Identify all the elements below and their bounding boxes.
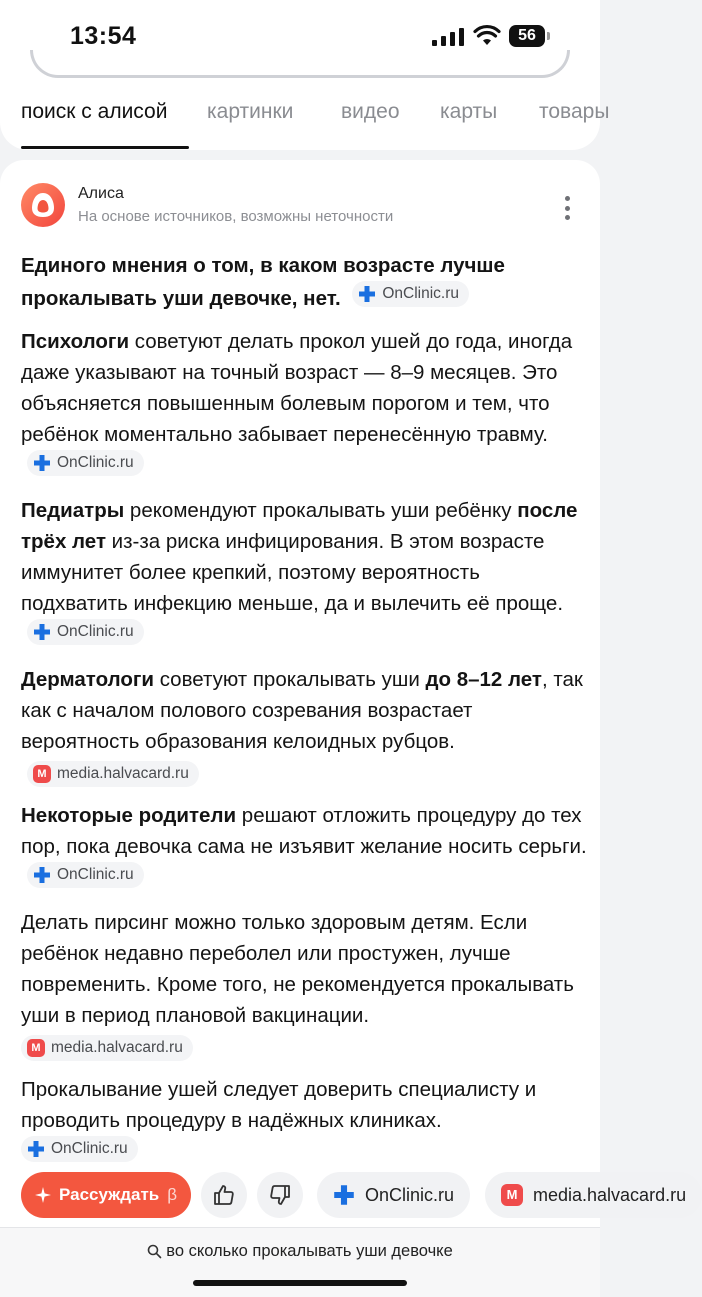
answer-author: Алиса <box>78 185 124 202</box>
red-m-icon: M <box>501 1184 523 1206</box>
paragraph-bold: Некоторые родители <box>21 804 237 827</box>
more-menu-icon[interactable] <box>560 196 574 220</box>
query-field[interactable] <box>0 1242 600 1261</box>
paragraph-bold: до 8–12 лет <box>425 668 542 691</box>
source-label: OnClinic.ru <box>51 1140 128 1157</box>
reason-button[interactable] <box>21 1172 191 1218</box>
query-text: во сколько прокалывать уши девочке <box>166 1242 453 1260</box>
paragraph-text: Прокалывание ушей следует доверить специалисту и проводить процедуру в надёжных клиниках. <box>21 1078 537 1132</box>
answer-paragraph <box>21 326 591 483</box>
red-m-icon: M <box>33 765 51 783</box>
thumbs-down-icon <box>268 1183 292 1207</box>
tab-images[interactable]: картинки <box>207 100 294 123</box>
blue-cross-icon <box>358 285 376 303</box>
alice-avatar <box>21 183 65 227</box>
tab-maps[interactable]: карты <box>440 100 498 123</box>
source-link-halvacard[interactable] <box>21 1035 193 1061</box>
sparkle-icon <box>35 1187 51 1203</box>
paragraph-text: рекомендуют прокалывать уши ребёнку <box>124 499 518 522</box>
paragraph-text: из-за риска инфицирования. В этом возрасте иммунитет более крепкий, поэтому вероятность подхватить инфекцию меньше, да и вылечить её проще. <box>21 530 564 615</box>
answer-content <box>21 250 591 1181</box>
paragraph-bold: Единого мнения о том, в каком возрасте лучше прокалывать уши девочке, нет <box>21 254 505 310</box>
paragraph-text: советуют прокалывать уши <box>154 668 426 691</box>
blue-cross-icon <box>33 623 51 641</box>
answer-disclaimer: На основе источников, возможны неточности <box>78 208 394 225</box>
status-time: 13:54 <box>70 22 137 50</box>
thumbs-up-icon <box>212 1183 236 1207</box>
wifi-icon <box>474 26 500 46</box>
answer-paragraph <box>21 1074 591 1169</box>
paragraph-text: , так как с началом полового созревания возрастает вероятность образования келоидных рубцов. <box>21 668 583 753</box>
cellular-signal-icon <box>432 28 464 46</box>
source-link-onclinic[interactable] <box>27 619 144 645</box>
blue-cross-icon <box>33 454 51 472</box>
source-label: media.halvacard.ru <box>51 1039 183 1056</box>
paragraph-bold: Дерматологи <box>21 668 154 691</box>
source-label: media.halvacard.ru <box>57 765 189 782</box>
answer-paragraph <box>21 250 591 314</box>
top-panel <box>0 0 610 150</box>
battery-tip <box>547 32 550 40</box>
battery-indicator: 56 <box>509 25 545 47</box>
red-m-icon: M <box>27 1039 45 1057</box>
paragraph-text: решают отложить процедуру до тех пор, пока девочка сама не изъявит желание носить серьги. <box>21 804 587 858</box>
source-chip-halvacard[interactable] <box>485 1172 702 1218</box>
reason-label: Рассуждать <box>59 1185 160 1204</box>
tab-products[interactable]: товары <box>539 100 610 123</box>
source-link-onclinic[interactable] <box>27 862 144 888</box>
source-label: OnClinic.ru <box>57 866 134 883</box>
source-label: OnClinic.ru <box>382 285 460 302</box>
alice-answer-card <box>0 160 687 1230</box>
search-tabs <box>0 92 610 150</box>
paragraph-bold: Психологи <box>21 330 130 353</box>
tab-video[interactable]: видео <box>341 100 400 123</box>
like-button[interactable] <box>201 1172 247 1218</box>
blue-cross-icon <box>27 1140 45 1158</box>
home-indicator[interactable] <box>193 1280 407 1286</box>
active-tab-underline <box>21 146 189 149</box>
blue-cross-icon <box>333 1184 355 1206</box>
paragraph-text: Делать пирсинг можно только здоровым детям. Если ребёнок недавно переболел или простужен, лучше повременить. Кроме того, не рекомендуется прокалывать уши в период плановой вакцинации. <box>21 911 574 1027</box>
source-link-onclinic[interactable] <box>27 450 144 476</box>
source-link-onclinic[interactable] <box>21 1136 138 1162</box>
answer-paragraph <box>21 907 591 1062</box>
source-chip-onclinic[interactable] <box>317 1172 470 1218</box>
search-icon <box>147 1244 162 1259</box>
paragraph-text: . <box>334 287 341 310</box>
answer-paragraph <box>21 800 591 895</box>
tab-alice-search[interactable]: поиск с алисой <box>21 100 168 123</box>
source-link-onclinic[interactable] <box>352 281 469 307</box>
beta-badge: β <box>167 1185 177 1204</box>
source-link-halvacard[interactable] <box>27 761 199 787</box>
answer-paragraph <box>21 495 591 652</box>
search-bar-edge[interactable] <box>30 50 570 78</box>
alice-logo-icon <box>21 183 65 227</box>
chip-label: media.halvacard.ru <box>533 1184 687 1205</box>
source-label: OnClinic.ru <box>57 623 134 640</box>
answer-actions <box>0 1172 687 1220</box>
bottom-query-bar[interactable] <box>0 1227 600 1297</box>
source-label: OnClinic.ru <box>57 454 134 471</box>
paragraph-text: советуют делать прокол ушей до года, иногда даже указывают на точный возраст — 8–9 месяцев. Это объясняется повышенным болевым порогом и тем, что ребёнок моментально забывает перенесённую травму. <box>21 330 573 446</box>
answer-paragraph <box>21 664 591 788</box>
blue-cross-icon <box>33 866 51 884</box>
dislike-button[interactable] <box>257 1172 303 1218</box>
chip-label: OnClinic.ru <box>365 1184 455 1205</box>
paragraph-bold: после трёх лет <box>21 499 578 553</box>
paragraph-bold: Педиатры <box>21 499 125 522</box>
